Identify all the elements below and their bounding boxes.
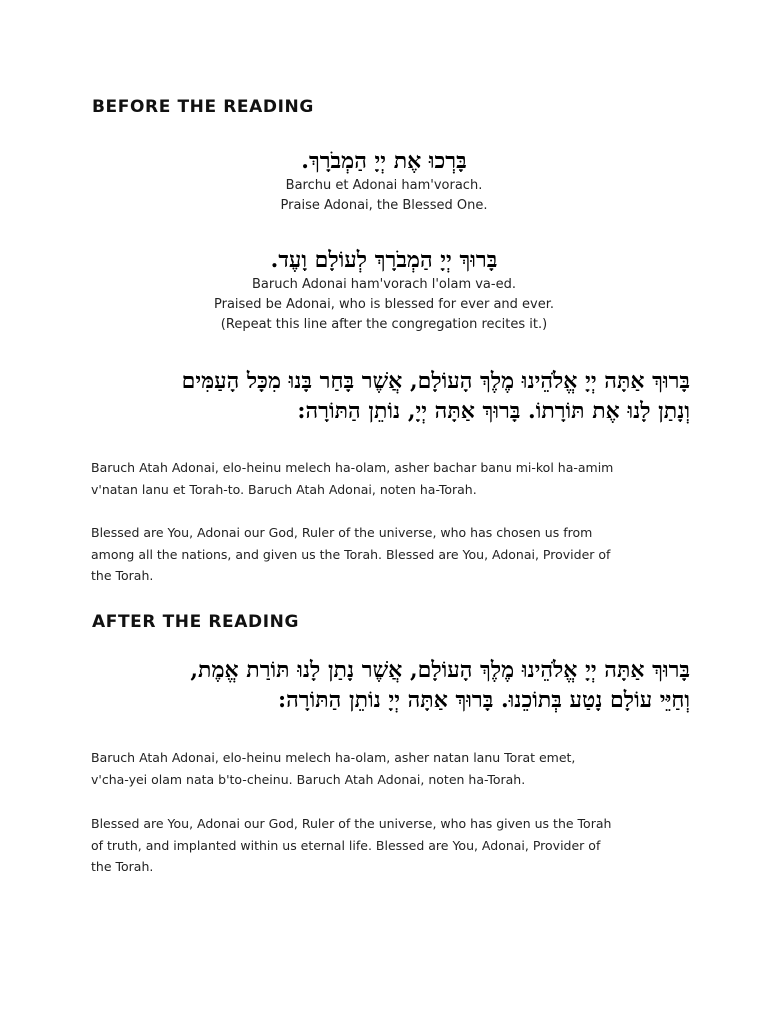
response-transliteration: Baruch Adonai ham'vorach l'olam va-ed. [252,277,516,292]
hebrew-line: בָּרוּךְ אַתָּה יְיָ אֱלֹהֵינוּ מֶלֶךְ הָעוֹלָם, אֲשֶׁר נָתַן לָנוּ תּוֹרַת אֱמֶת, [190,657,690,683]
after-reading-heading: AFTER THE READING [92,612,300,632]
text-line: Baruch Atah Adonai, elo-heinu melech ha-olam, asher bachar banu mi-kol ha-amim [91,460,614,475]
response-hebrew: בָּרוּךְ יְיָ הַמְבֹרָךְ לְעוֹלָם וָעֶד. [270,247,498,273]
after-blessing-hebrew [60,655,690,715]
text-line: Blessed are You, Adonai our God, Ruler of the universe, who has chosen us from [91,525,593,540]
text-line: v'cha-yei olam nata b'to-cheinu. Baruch Atah Adonai, noten ha-Torah. [91,771,526,787]
before-blessing-hebrew [60,366,690,426]
before-blessing-english [91,522,691,587]
response-block [0,245,768,335]
text-line: among all the nations, and given us the Torah. Blessed are You, Adonai, Provider of [91,546,611,562]
after-blessing-transliteration [91,747,691,790]
response-english: Praised be Adonai, who is blessed for ever and ever. [213,297,555,312]
text-line: the Torah. [91,568,154,583]
hebrew-line: בָּרוּךְ אַתָּה יְיָ אֱלֹהֵינוּ מֶלֶךְ הָעוֹלָם, אֲשֶׁר בָּחַר בָּנוּ מִכָּל הָעַמִּים [181,368,690,394]
text-line: v'natan lanu et Torah-to. Baruch Atah Adonai, noten ha-Torah. [91,481,477,497]
hebrew-line: וְנָתַן לָנוּ אֶת תּוֹרָתוֹ. בָּרוּךְ אַתָּה יְיָ, נוֹתֵן הַתּוֹרָה: [297,398,690,424]
barchu-block [0,146,768,216]
before-reading-heading: BEFORE THE READING [92,97,314,117]
text-line: the Torah. [91,859,154,874]
text-line: Blessed are You, Adonai our God, Ruler of the universe, who has given us the Torah [91,816,612,831]
barchu-transliteration: Barchu et Adonai ham'vorach. [285,178,483,193]
barchu-english: Praise Adonai, the Blessed One. [280,198,488,213]
text-line: Baruch Atah Adonai, elo-heinu melech ha-olam, asher natan lanu Torat emet, [91,750,576,765]
hebrew-line: וְחַיֵּי עוֹלָם נָטַע בְּתוֹכֵנוּ. בָּרוּךְ אַתָּה יְיָ נוֹתֵן הַתּוֹרָה: [278,687,690,713]
before-blessing-transliteration [91,457,691,500]
barchu-hebrew: בָּרְכוּ אֶת יְיָ הַמְבֹרָךְ. [301,148,467,174]
response-note: (Repeat this line after the congregation recites it.) [220,317,548,332]
text-line: of truth, and implanted within us eternal life. Blessed are You, Adonai, Provider of [91,837,601,853]
after-blessing-english [91,813,691,878]
